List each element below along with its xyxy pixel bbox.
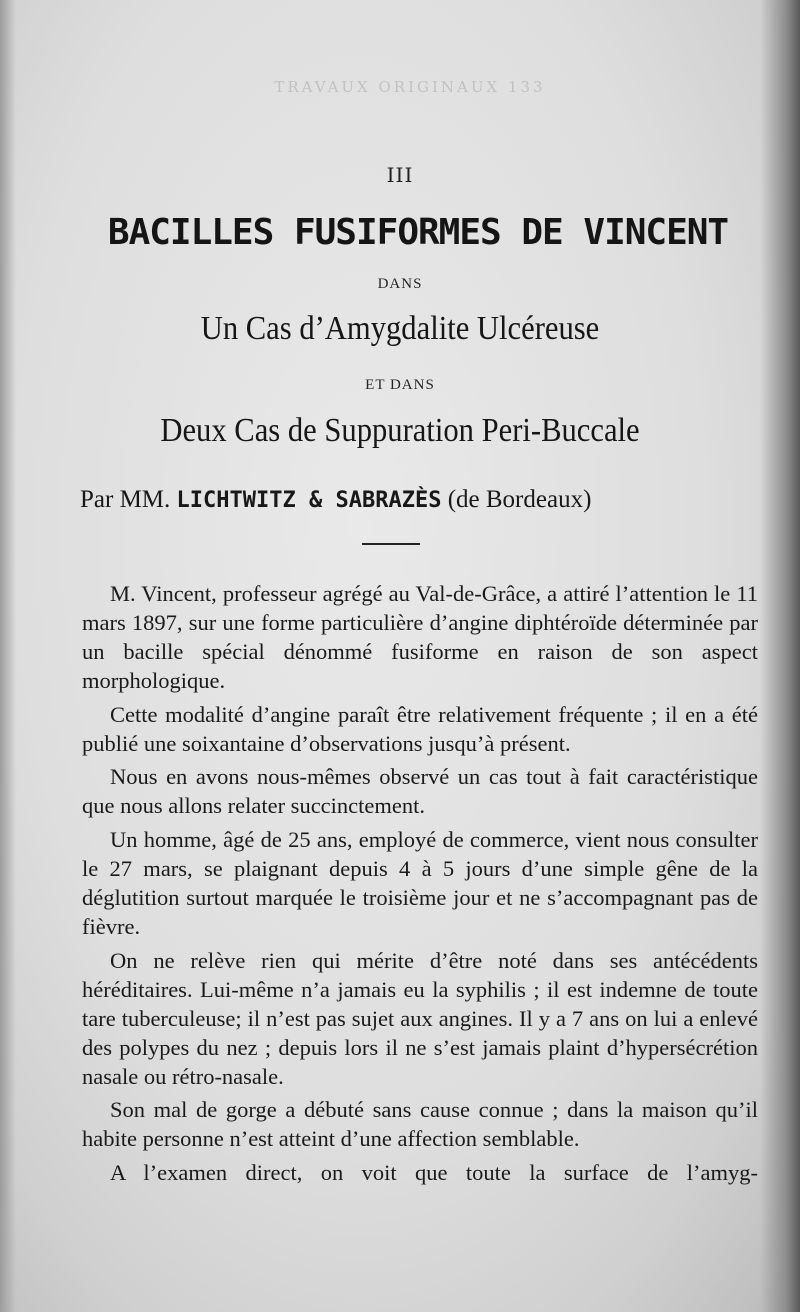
byline-affiliation: (de Bordeaux) — [441, 486, 592, 513]
paragraph: M. Vincent, professeur agrégé au Val-de-Grâce, a attiré l’attention le 11 mars 1897, sur une forme particulière d’angine diphtéroïde déterminée par un bacille spécial dénommé fusiforme en raison de son aspect morphologique. — [82, 581, 758, 693]
article-body — [82, 580, 758, 1188]
separator-rule — [362, 543, 420, 545]
page-left-shadow — [0, 0, 16, 1312]
subtitle-amygdalite: Un Cas d’Amygdalite Ulcéreuse — [200, 310, 600, 347]
paragraph: On ne relève rien qui mérite d’être noté dans ses antécédents héréditaires. Lui-même n’a jamais eu la syphilis ; il est indemne de toute tare tuberculeuse; il n’est pas sujet aux angines. Il y a 7 ans on lui a enlevé des polypes du nez ; depuis lors il ne s’est jamais plaint d’hypersécrétion nasale ou rétro-nasale. — [82, 947, 758, 1089]
connector-dans: DANS — [377, 276, 423, 292]
running-header-bleed-through: TRAVAUX ORIGINAUX 133 — [274, 78, 546, 96]
subtitle-suppuration: Deux Cas de Suppuration Peri-Buccale — [160, 412, 640, 449]
paragraph: Nous en avons nous-mêmes observé un cas tout à fait caractéristique que nous allons relater succinctement. — [82, 764, 758, 819]
page-right-shadow — [760, 0, 800, 1312]
author-byline — [80, 486, 780, 514]
byline-prefix: Par MM. — [80, 486, 177, 513]
section-number: III — [386, 163, 414, 187]
paragraph: A l’examen direct, on voit que toute la surface de l’amyg- — [110, 1160, 758, 1186]
article-title: BACILLES FUSIFORMES DE VINCENT — [107, 212, 729, 253]
paragraph: Son mal de gorge a débuté sans cause connue ; dans la maison qu’il habite personne n’est atteint d’une affection semblable. — [82, 1097, 758, 1152]
paragraph: Cette modalité d’angine paraît être relativement fréquente ; il en a été publié une soixantaine d’observations jusqu’à présent. — [82, 701, 758, 756]
connector-et-dans: ET DANS — [365, 377, 435, 393]
byline-authors: LICHTWITZ & SABRAZÈS — [176, 488, 442, 513]
paragraph: Un homme, âgé de 25 ans, employé de commerce, vient nous consulter le 27 mars, se plaignant depuis 4 à 5 jours d’une simple gêne de la déglutition surtout marquée le troisième jour et ne s’accompagnant pas de fièvre. — [82, 827, 758, 939]
